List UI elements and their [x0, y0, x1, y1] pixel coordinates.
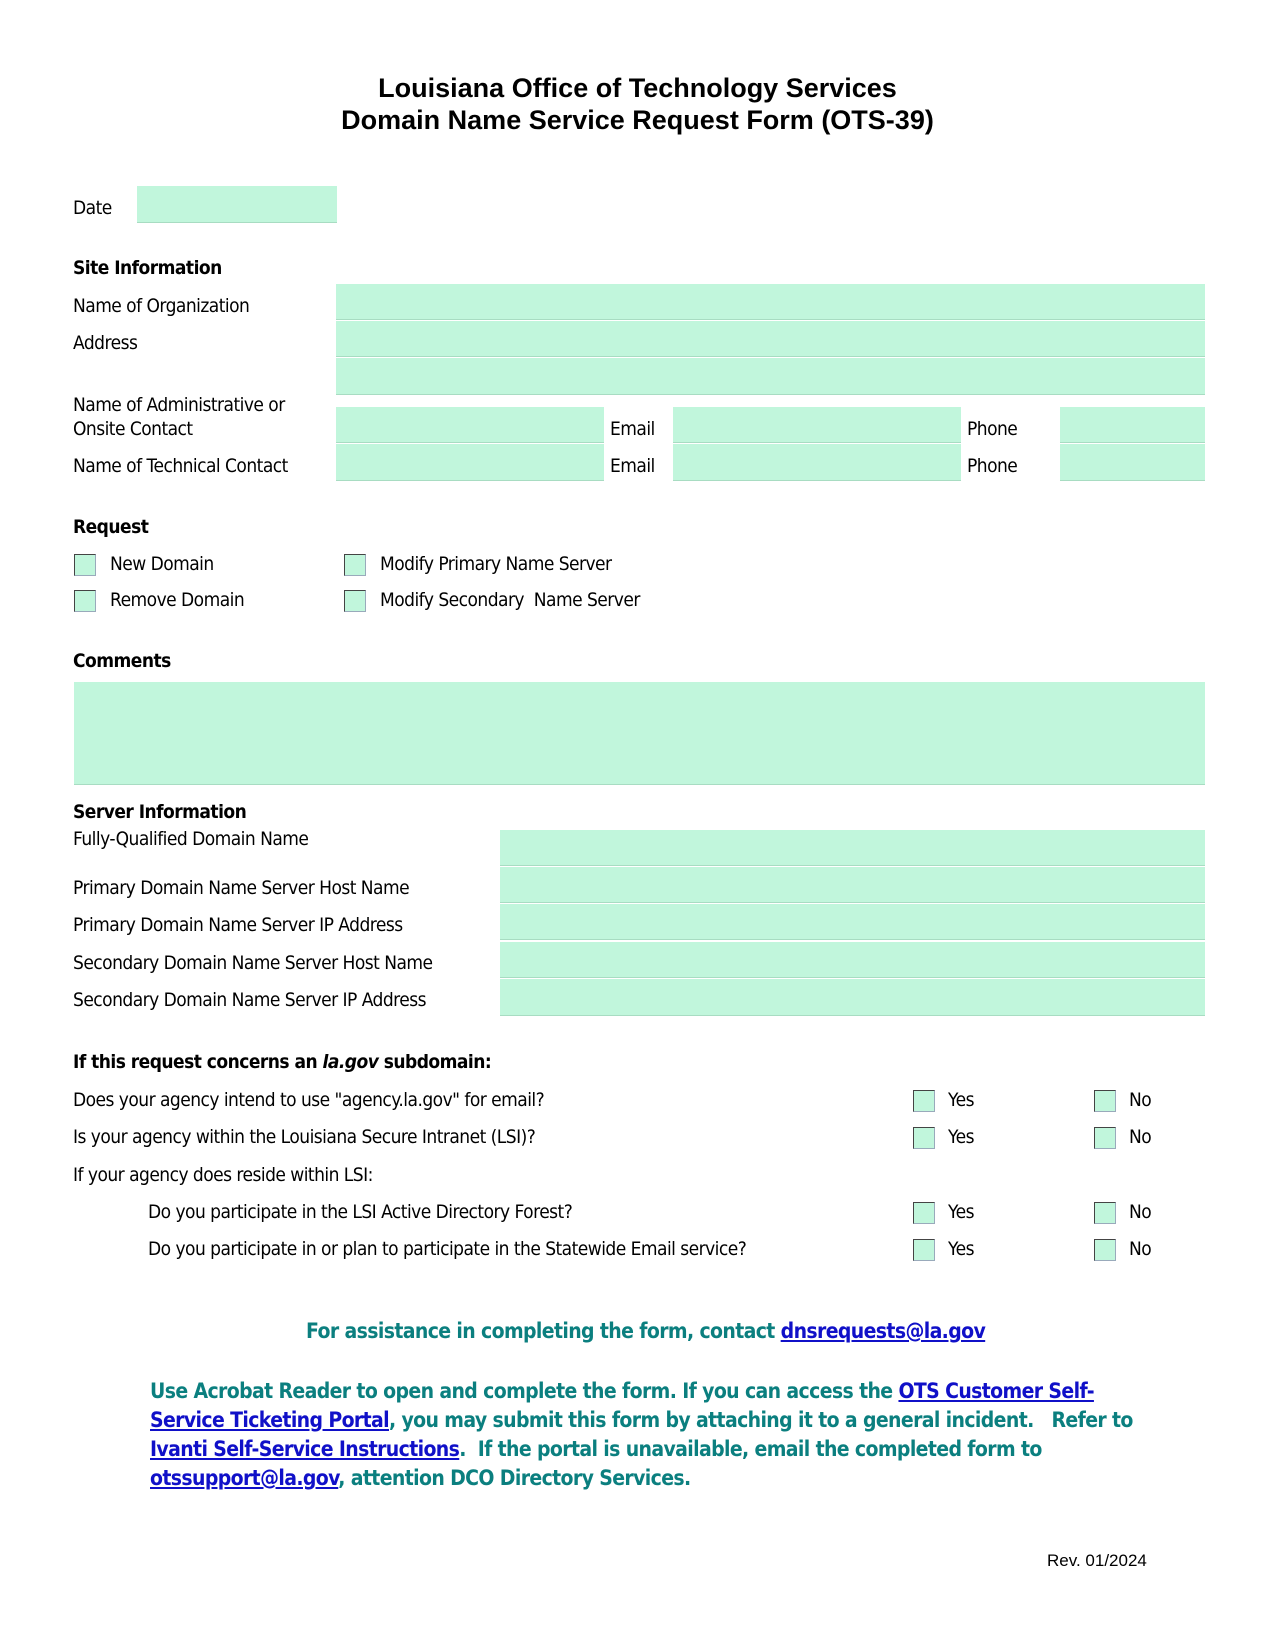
q-lsi-no-label: No — [1129, 1126, 1152, 1148]
admin-email-label: Email — [610, 418, 655, 440]
q-ad-forest-yes-label: Yes — [948, 1201, 974, 1223]
tech-contact-name-field[interactable] — [336, 444, 604, 481]
admin-contact-label-line2: Onsite Contact — [73, 418, 193, 440]
modify-secondary-ns-label: Modify Secondary Name Server — [380, 589, 640, 611]
q-lsi-label: Is your agency within the Louisiana Secure Intranet (LSI)? — [73, 1126, 536, 1148]
q-ad-forest-label: Do you participate in the LSI Active Directory Forest? — [148, 1201, 573, 1223]
comments-heading: Comments — [73, 650, 171, 672]
admin-phone-field[interactable] — [1060, 407, 1205, 443]
q-ad-forest-yes-checkbox[interactable] — [913, 1202, 935, 1224]
ivanti-instructions-link[interactable]: Ivanti Self-Service Instructions — [150, 1437, 460, 1461]
primary-ns-ip-field[interactable] — [500, 904, 1205, 940]
remove-domain-label: Remove Domain — [110, 589, 245, 611]
q-statewide-email-label: Do you participate in or plan to participate in the Statewide Email service? — [148, 1238, 747, 1260]
primary-ns-ip-label: Primary Domain Name Server IP Address — [73, 914, 403, 936]
q-agency-email-label: Does your agency intend to use "agency.la.gov" for email? — [73, 1089, 545, 1111]
q-ad-forest-no-label: No — [1129, 1201, 1152, 1223]
new-domain-label: New Domain — [110, 553, 214, 575]
secondary-ns-host-label: Secondary Domain Name Server Host Name — [73, 952, 433, 974]
q-statewide-email-yes-label: Yes — [948, 1238, 974, 1260]
q-agency-email-no-label: No — [1129, 1089, 1152, 1111]
q-agency-email-yes-label: Yes — [948, 1089, 974, 1111]
q-lsi-yes-label: Yes — [948, 1126, 974, 1148]
portal-link-part1[interactable]: OTS Customer Self- — [898, 1379, 1094, 1403]
dnsrequests-email-link[interactable]: dnsrequests@la.gov — [780, 1319, 986, 1343]
site-information-heading: Site Information — [73, 257, 222, 279]
instructions-paragraph: Use Acrobat Reader to open and complete the form. If you can access the OTS Customer Self- Service Ticketing Portal, you may submit this form by attaching it to a general incident. Refer to Ivanti Self-Service Instructions. If the portal is unavailable, email the completed form to otssupport@la.gov, attention DCO Directory Services. — [150, 1379, 1133, 1490]
q-statewide-email-no-label: No — [1129, 1238, 1152, 1260]
modify-primary-ns-checkbox[interactable] — [344, 554, 366, 576]
comments-textarea[interactable] — [74, 682, 1205, 785]
organization-label: Name of Organization — [73, 295, 250, 317]
address-field-line2[interactable] — [336, 358, 1205, 395]
form-title-line2: Domain Name Service Request Form (OTS-39) — [341, 105, 934, 135]
primary-ns-host-label: Primary Domain Name Server Host Name — [73, 877, 410, 899]
secondary-ns-ip-label: Secondary Domain Name Server IP Address — [73, 989, 427, 1011]
q-ad-forest-no-checkbox[interactable] — [1094, 1202, 1116, 1224]
admin-phone-label: Phone — [967, 418, 1018, 440]
address-field-line1[interactable] — [336, 321, 1205, 357]
admin-contact-label-line1: Name of Administrative or — [73, 394, 285, 416]
q-lsi-intro-label: If your agency does reside within LSI: — [73, 1164, 373, 1186]
primary-ns-host-field[interactable] — [500, 867, 1205, 903]
q-lsi-no-checkbox[interactable] — [1094, 1127, 1116, 1149]
q-statewide-email-yes-checkbox[interactable] — [913, 1239, 935, 1261]
q-agency-email-yes-checkbox[interactable] — [913, 1090, 935, 1112]
admin-contact-name-field[interactable] — [336, 407, 604, 443]
tech-phone-label: Phone — [967, 455, 1018, 477]
q-agency-email-no-checkbox[interactable] — [1094, 1090, 1116, 1112]
tech-email-label: Email — [610, 455, 655, 477]
server-information-heading: Server Information — [73, 801, 247, 823]
fqdn-label: Fully-Qualified Domain Name — [73, 828, 309, 850]
lagov-heading: If this request concerns an la.gov subdomain: — [73, 1051, 492, 1073]
date-field[interactable] — [137, 186, 337, 223]
assistance-line: For assistance in completing the form, contact dnsrequests@la.gov — [306, 1319, 986, 1343]
new-domain-checkbox[interactable] — [74, 554, 96, 576]
modify-primary-ns-label: Modify Primary Name Server — [380, 553, 612, 575]
remove-domain-checkbox[interactable] — [74, 590, 96, 612]
tech-contact-label: Name of Technical Contact — [73, 455, 288, 477]
admin-email-field[interactable] — [673, 407, 961, 443]
tech-phone-field[interactable] — [1060, 444, 1205, 481]
date-label: Date — [73, 197, 112, 219]
organization-field[interactable] — [336, 284, 1205, 320]
fqdn-field[interactable] — [500, 830, 1205, 866]
tech-email-field[interactable] — [673, 444, 961, 481]
portal-link-part2[interactable]: Service Ticketing Portal — [150, 1408, 389, 1432]
secondary-ns-host-field[interactable] — [500, 942, 1205, 978]
form-title-line1: Louisiana Office of Technology Services — [378, 73, 897, 103]
secondary-ns-ip-field[interactable] — [500, 979, 1205, 1016]
q-statewide-email-no-checkbox[interactable] — [1094, 1239, 1116, 1261]
request-heading: Request — [73, 516, 149, 538]
address-label: Address — [73, 332, 138, 354]
otssupport-email-link[interactable]: otssupport@la.gov — [150, 1466, 339, 1490]
q-lsi-yes-checkbox[interactable] — [913, 1127, 935, 1149]
revision-date: Rev. 01/2024 — [1047, 1551, 1147, 1570]
modify-secondary-ns-checkbox[interactable] — [344, 590, 366, 612]
